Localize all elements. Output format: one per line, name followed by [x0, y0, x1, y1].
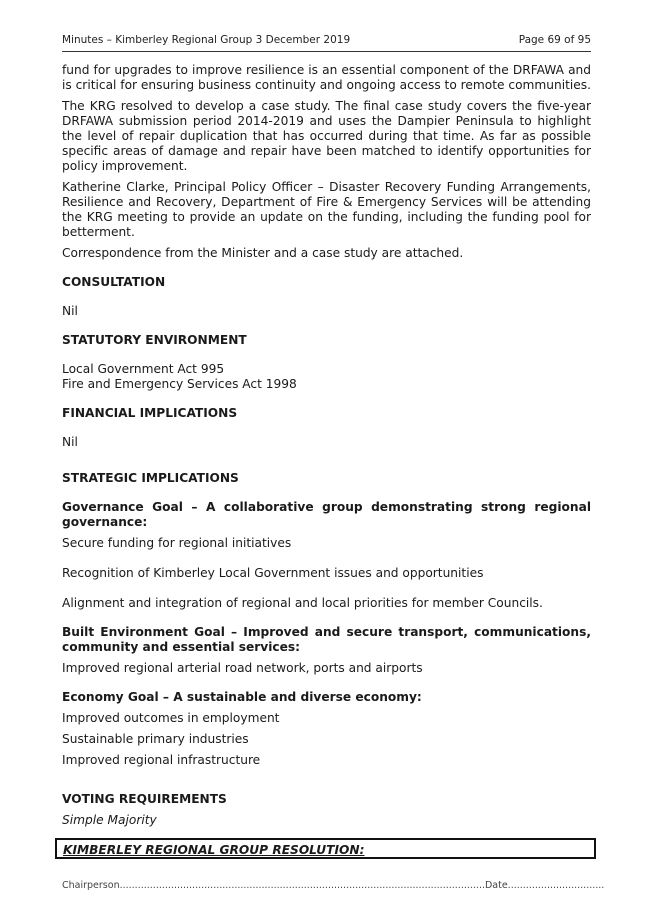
paragraph-attachments: Correspondence from the Minister and a case study are attached. — [62, 246, 464, 260]
paragraph-case-study: The KRG resolved to develop a case study. The final case study covers the five-year DRFAWA submission period 2014-2019 and uses the Dampier Peninsula to highlight the level of repair duplication that has occurred during that time. As far as possible specific areas of damage and repair have been matched to identify opportunities for policy improvement. — [62, 99, 591, 173]
economy-item: Sustainable primary industries — [62, 732, 249, 746]
statutory-act-2: Fire and Emergency Services Act 1998 — [62, 377, 297, 391]
page-number: Page 69 of 95 — [518, 34, 591, 46]
financial-text: Nil — [62, 435, 78, 449]
page-header — [62, 34, 591, 50]
built-environment-goal: Built Environment Goal – Improved and secure transport, communications, community and essential services: — [62, 625, 591, 654]
statutory-heading: STATUTORY ENVIRONMENT — [62, 333, 247, 347]
statutory-act-1: Local Government Act 995 — [62, 362, 225, 376]
governance-item: Secure funding for regional initiatives — [62, 536, 292, 550]
governance-item: Recognition of Kimberley Local Government issues and opportunities — [62, 566, 484, 580]
governance-item: Alignment and integration of regional and local priorities for member Councils. — [62, 596, 543, 610]
governance-goal: Governance Goal – A collaborative group demonstrating strong regional governance: — [62, 500, 591, 529]
signature-line: Chairperson.........................................................................................................................Date................................ — [62, 880, 605, 891]
document-body — [62, 63, 591, 828]
header-title: Minutes – Kimberley Regional Group 3 December 2019 — [62, 34, 351, 46]
consultation-text: Nil — [62, 304, 78, 318]
paragraph-attendance: Katherine Clarke, Principal Policy Officer – Disaster Recovery Funding Arrangements, Resilience and Recovery, Department of Fire & Emergency Services will be attending the KRG meeting to provide an update on the funding, including the funding pool for betterment. — [62, 180, 591, 239]
header-rule — [62, 51, 591, 52]
voting-heading: VOTING REQUIREMENTS — [62, 792, 227, 806]
paragraph-funding: fund for upgrades to improve resilience is an essential component of the DRFAWA and is critical for ensuring business continuity and ongoing access to remote communities. — [62, 63, 591, 92]
financial-heading: FINANCIAL IMPLICATIONS — [62, 406, 238, 420]
consultation-heading: CONSULTATION — [62, 275, 166, 289]
resolution-title: KIMBERLEY REGIONAL GROUP RESOLUTION: — [63, 843, 365, 857]
economy-goal: Economy Goal – A sustainable and diverse economy: — [62, 690, 422, 704]
strategic-heading: STRATEGIC IMPLICATIONS — [62, 471, 239, 485]
built-environment-item: Improved regional arterial road network, ports and airports — [62, 661, 423, 675]
economy-item: Improved outcomes in employment — [62, 711, 280, 725]
economy-item: Improved regional infrastructure — [62, 753, 261, 767]
resolution-box — [55, 838, 596, 859]
voting-text: Simple Majority — [62, 813, 157, 827]
